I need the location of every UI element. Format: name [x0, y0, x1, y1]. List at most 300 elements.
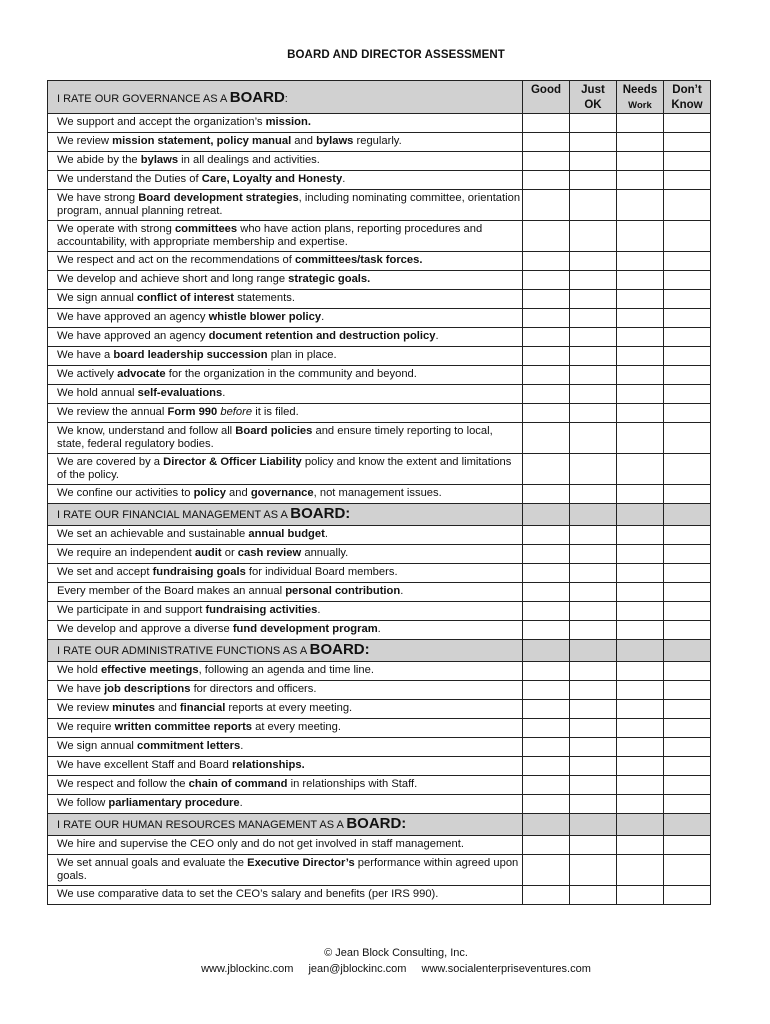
assessment-row	[48, 855, 711, 886]
rating-column-header	[663, 81, 710, 114]
statement-text: .	[321, 311, 325, 323]
rating-cell[interactable]	[570, 757, 617, 776]
rating-cell[interactable]	[523, 366, 570, 385]
rating-cell[interactable]	[663, 366, 710, 385]
rating-cell[interactable]	[570, 700, 617, 719]
assessment-row	[48, 836, 711, 855]
rating-cell[interactable]	[616, 423, 663, 454]
rating-cell[interactable]	[570, 190, 617, 221]
rating-cell[interactable]	[570, 564, 617, 583]
assessment-row	[48, 454, 711, 485]
rating-cell[interactable]	[523, 564, 570, 583]
assessment-row	[48, 662, 711, 681]
rating-cell[interactable]	[616, 404, 663, 423]
rating-cell[interactable]	[523, 662, 570, 681]
statement-text: .	[239, 797, 243, 809]
rating-cell[interactable]	[523, 114, 570, 133]
rating-cell[interactable]	[616, 385, 663, 404]
rating-cell[interactable]	[523, 621, 570, 640]
rating-column-header	[523, 81, 570, 114]
section-heading	[48, 814, 523, 836]
rating-cell[interactable]	[663, 347, 710, 366]
statement-emphasis: personal contribution	[285, 585, 401, 597]
statement-cell	[48, 757, 523, 776]
statement-text: We hold	[57, 664, 101, 676]
rating-cell[interactable]	[523, 133, 570, 152]
section-heading-cell	[523, 640, 570, 662]
rating-cell[interactable]	[523, 602, 570, 621]
rating-cell[interactable]	[570, 271, 617, 290]
rating-cell[interactable]	[663, 583, 710, 602]
rating-column-sublabel: Know	[671, 99, 703, 111]
statement-text: reports at every meeting.	[225, 702, 353, 714]
rating-cell[interactable]	[663, 545, 710, 564]
rating-cell[interactable]	[616, 152, 663, 171]
section-heading-cell	[663, 640, 710, 662]
rating-cell[interactable]	[663, 681, 710, 700]
assessment-row	[48, 795, 711, 814]
statement-cell	[48, 252, 523, 271]
rating-cell[interactable]	[570, 404, 617, 423]
assessment-row	[48, 423, 711, 454]
rating-cell[interactable]	[523, 385, 570, 404]
statement-text: We have approved an agency	[57, 311, 209, 323]
rating-cell[interactable]	[663, 404, 710, 423]
rating-cell[interactable]	[523, 271, 570, 290]
rating-cell[interactable]	[663, 423, 710, 454]
rating-cell[interactable]	[663, 454, 710, 485]
statement-text: and	[225, 487, 251, 499]
rating-cell[interactable]	[570, 795, 617, 814]
rating-cell[interactable]	[663, 886, 710, 905]
assessment-row	[48, 583, 711, 602]
statement-text: in relationships with Staff.	[287, 778, 418, 790]
rating-cell[interactable]	[523, 328, 570, 347]
statement-text: regularly.	[353, 135, 402, 147]
statement-text: before	[220, 406, 253, 418]
section-header-row	[48, 640, 711, 662]
footer-links	[0, 961, 770, 977]
rating-cell[interactable]	[523, 757, 570, 776]
statement-cell	[48, 564, 523, 583]
statement-cell	[48, 404, 523, 423]
statement-text: , following an agenda and time line.	[198, 664, 374, 676]
statement-emphasis: chain of command	[188, 778, 288, 790]
rating-cell[interactable]	[663, 526, 710, 545]
section-heading-suffix: :	[284, 92, 288, 105]
statement-text: .	[222, 387, 226, 399]
rating-cell[interactable]	[616, 564, 663, 583]
rating-cell[interactable]	[663, 133, 710, 152]
rating-cell[interactable]	[523, 485, 570, 504]
section-heading-prefix: I RATE OUR HUMAN RESOURCES MANAGEMENT AS A	[57, 819, 347, 831]
rating-cell[interactable]	[523, 583, 570, 602]
rating-cell[interactable]	[523, 171, 570, 190]
statement-cell	[48, 347, 523, 366]
statement-emphasis: fundraising goals	[152, 566, 246, 578]
rating-column-sublabel: Work	[628, 100, 652, 111]
rating-cell[interactable]	[523, 855, 570, 886]
statement-text: We have	[57, 683, 105, 695]
statement-cell	[48, 719, 523, 738]
rating-cell[interactable]	[616, 836, 663, 855]
rating-cell[interactable]	[570, 545, 617, 564]
statement-emphasis: cash review	[237, 547, 302, 559]
statement-cell	[48, 886, 523, 905]
rating-cell[interactable]	[570, 252, 617, 271]
website-link-secondary[interactable]: www.socialenterpriseventures.com	[421, 963, 591, 975]
rating-cell[interactable]	[616, 290, 663, 309]
rating-cell[interactable]	[663, 621, 710, 640]
rating-cell[interactable]	[570, 152, 617, 171]
rating-cell[interactable]	[570, 526, 617, 545]
assessment-row	[48, 621, 711, 640]
rating-cell[interactable]	[663, 738, 710, 757]
statement-cell	[48, 221, 523, 252]
rating-cell[interactable]	[616, 719, 663, 738]
rating-cell[interactable]	[663, 385, 710, 404]
rating-cell[interactable]	[616, 776, 663, 795]
rating-cell[interactable]	[523, 700, 570, 719]
section-heading-cell	[616, 640, 663, 662]
rating-cell[interactable]	[663, 564, 710, 583]
statement-cell	[48, 681, 523, 700]
statement-text: We have strong	[57, 192, 139, 204]
email-link[interactable]: jean@jblockinc.com	[308, 963, 407, 975]
section-heading	[48, 640, 523, 662]
rating-cell[interactable]	[570, 221, 617, 252]
rating-column-sublabel: OK	[584, 99, 602, 111]
statement-emphasis: minutes	[112, 702, 156, 714]
rating-cell[interactable]	[616, 855, 663, 886]
rating-cell[interactable]	[616, 700, 663, 719]
rating-cell[interactable]	[570, 423, 617, 454]
statement-text: We require an independent	[57, 547, 195, 559]
rating-cell[interactable]	[616, 190, 663, 221]
rating-column-label: Needs	[622, 84, 658, 96]
rating-cell[interactable]	[663, 855, 710, 886]
statement-text: for directors and officers.	[190, 683, 317, 695]
statement-text: for the organization in the community and beyond.	[165, 368, 417, 380]
rating-cell[interactable]	[570, 662, 617, 681]
rating-cell[interactable]	[663, 485, 710, 504]
statement-text: We participate in and support	[57, 604, 206, 616]
rating-cell[interactable]	[663, 776, 710, 795]
statement-text: We have approved an agency	[57, 330, 209, 342]
rating-cell[interactable]	[616, 252, 663, 271]
statement-text: We hire and supervise the CEO only and do not get involved in staff management.	[57, 838, 464, 850]
rating-cell[interactable]	[523, 526, 570, 545]
rating-cell[interactable]	[663, 602, 710, 621]
rating-cell[interactable]	[616, 545, 663, 564]
rating-cell[interactable]	[523, 719, 570, 738]
statement-cell	[48, 776, 523, 795]
statement-text: We set annual goals and evaluate the	[57, 857, 248, 869]
rating-cell[interactable]	[523, 221, 570, 252]
rating-cell[interactable]	[663, 309, 710, 328]
rating-cell[interactable]	[616, 328, 663, 347]
statement-text: We are covered by a	[57, 456, 164, 468]
rating-cell[interactable]	[616, 485, 663, 504]
statement-text: .	[377, 623, 381, 635]
section-heading-cell	[663, 814, 710, 836]
assessment-row	[48, 404, 711, 423]
rating-cell[interactable]	[523, 776, 570, 795]
rating-cell[interactable]	[523, 423, 570, 454]
statement-emphasis: parliamentary procedure	[108, 797, 240, 809]
rating-cell[interactable]	[663, 836, 710, 855]
rating-cell[interactable]	[663, 171, 710, 190]
statement-emphasis: audit	[194, 547, 222, 559]
statement-text: We set an achievable and sustainable	[57, 528, 249, 540]
assessment-row	[48, 114, 711, 133]
assessment-row	[48, 152, 711, 171]
rating-cell[interactable]	[663, 271, 710, 290]
assessment-row	[48, 366, 711, 385]
rating-cell[interactable]	[570, 886, 617, 905]
statement-cell	[48, 583, 523, 602]
section-header-row	[48, 504, 711, 526]
website-link[interactable]: www.jblockinc.com	[201, 963, 294, 975]
statement-emphasis: document retention and destruction policy	[208, 330, 436, 342]
statement-emphasis: fundraising activities	[205, 604, 318, 616]
rating-cell[interactable]	[616, 171, 663, 190]
rating-column-label: Don’t	[672, 84, 702, 96]
statement-text: We review	[57, 135, 113, 147]
rating-cell[interactable]	[570, 738, 617, 757]
rating-cell[interactable]	[616, 454, 663, 485]
statement-text: statements.	[234, 292, 295, 304]
section-heading-board: BOARD:	[346, 815, 407, 832]
assessment-table	[47, 80, 711, 905]
section-heading-board: BOARD:	[290, 505, 351, 522]
statement-text: We abide by the	[57, 154, 141, 166]
statement-text: , including nominating committee, orientation program, annual planning retreat.	[57, 192, 521, 217]
statement-emphasis: governance	[250, 487, 314, 499]
rating-cell[interactable]	[523, 681, 570, 700]
rating-cell[interactable]	[663, 190, 710, 221]
rating-cell[interactable]	[570, 385, 617, 404]
rating-cell[interactable]	[570, 621, 617, 640]
statement-emphasis: Board policies	[235, 425, 313, 437]
rating-cell[interactable]	[616, 526, 663, 545]
rating-cell[interactable]	[616, 795, 663, 814]
assessment-row	[48, 309, 711, 328]
statement-text: performance within agreed upon goals.	[57, 857, 519, 882]
statement-emphasis: committees	[174, 223, 238, 235]
rating-cell[interactable]	[570, 171, 617, 190]
statement-cell	[48, 290, 523, 309]
rating-cell[interactable]	[523, 836, 570, 855]
statement-text: We use comparative data to set the CEO’s salary and benefits (per IRS 990).	[57, 888, 439, 900]
rating-cell[interactable]	[616, 366, 663, 385]
statement-cell	[48, 621, 523, 640]
assessment-row	[48, 328, 711, 347]
section-header-row	[48, 81, 711, 114]
assessment-row	[48, 485, 711, 504]
assessment-row	[48, 776, 711, 795]
statement-text: .	[324, 528, 328, 540]
rating-cell[interactable]	[570, 719, 617, 738]
rating-cell[interactable]	[523, 252, 570, 271]
assessment-row	[48, 133, 711, 152]
statement-text: Every member of the Board makes an annual	[57, 585, 286, 597]
rating-cell[interactable]	[616, 662, 663, 681]
rating-cell[interactable]	[570, 133, 617, 152]
section-heading-board: BOARD:	[309, 641, 370, 658]
statement-cell	[48, 152, 523, 171]
statement-cell	[48, 309, 523, 328]
assessment-row	[48, 700, 711, 719]
statement-emphasis: advocate	[117, 368, 166, 380]
rating-cell[interactable]	[570, 114, 617, 133]
statement-emphasis: bylaws	[316, 135, 354, 147]
rating-cell[interactable]	[523, 290, 570, 309]
rating-cell[interactable]	[616, 757, 663, 776]
rating-column-label: Good	[530, 84, 562, 96]
rating-cell[interactable]	[616, 221, 663, 252]
rating-cell[interactable]	[616, 602, 663, 621]
statement-text: for individual Board members.	[245, 566, 398, 578]
statement-emphasis: whistle blower policy	[208, 311, 322, 323]
section-heading-prefix: I RATE OUR ADMINISTRATIVE FUNCTIONS AS A	[57, 645, 310, 657]
rating-cell[interactable]	[570, 681, 617, 700]
rating-cell[interactable]	[570, 855, 617, 886]
rating-cell[interactable]	[663, 221, 710, 252]
rating-column-header	[570, 81, 617, 114]
statement-text: and	[291, 135, 317, 147]
rating-cell[interactable]	[570, 328, 617, 347]
rating-cell[interactable]	[570, 602, 617, 621]
statement-cell	[48, 271, 523, 290]
statement-emphasis: Executive Director’s	[247, 857, 355, 869]
rating-cell[interactable]	[616, 681, 663, 700]
rating-cell[interactable]	[570, 347, 617, 366]
statement-emphasis: strategic goals.	[288, 273, 371, 285]
statement-emphasis: conflict of interest	[137, 292, 234, 304]
statement-emphasis: mission statement, policy manual	[112, 135, 292, 147]
rating-cell[interactable]	[570, 454, 617, 485]
assessment-row	[48, 602, 711, 621]
rating-cell[interactable]	[616, 114, 663, 133]
rating-cell[interactable]	[616, 309, 663, 328]
rating-cell[interactable]	[523, 738, 570, 757]
section-heading-cell	[523, 504, 570, 526]
statement-text: .	[400, 585, 404, 597]
rating-cell[interactable]	[663, 114, 710, 133]
rating-cell[interactable]	[663, 795, 710, 814]
assessment-row	[48, 252, 711, 271]
statement-text: annually.	[301, 547, 349, 559]
statement-text: .	[435, 330, 439, 342]
rating-cell[interactable]	[523, 190, 570, 221]
rating-column-header	[616, 81, 663, 114]
rating-cell[interactable]	[570, 366, 617, 385]
statement-text: at every meeting.	[252, 721, 341, 733]
rating-cell[interactable]	[523, 795, 570, 814]
statement-emphasis: fund development program	[232, 623, 378, 635]
rating-cell[interactable]	[616, 621, 663, 640]
statement-text: We require	[57, 721, 115, 733]
rating-cell[interactable]	[663, 328, 710, 347]
rating-cell[interactable]	[523, 152, 570, 171]
statement-emphasis: board leadership succession	[113, 349, 268, 361]
rating-cell[interactable]	[663, 757, 710, 776]
statement-emphasis: annual budget	[248, 528, 325, 540]
rating-cell[interactable]	[523, 309, 570, 328]
rating-cell[interactable]	[570, 836, 617, 855]
statement-cell	[48, 602, 523, 621]
rating-cell[interactable]	[663, 290, 710, 309]
rating-cell[interactable]	[570, 776, 617, 795]
statement-text: We follow	[57, 797, 109, 809]
rating-cell[interactable]	[570, 485, 617, 504]
statement-cell	[48, 485, 523, 504]
statement-text: and ensure timely reporting to local, state, federal regulatory bodies.	[57, 425, 493, 450]
rating-cell[interactable]	[616, 133, 663, 152]
assessment-row	[48, 190, 711, 221]
statement-emphasis: bylaws	[140, 154, 179, 166]
rating-cell[interactable]	[663, 719, 710, 738]
assessment-row	[48, 290, 711, 309]
rating-cell[interactable]	[570, 290, 617, 309]
rating-cell[interactable]	[570, 583, 617, 602]
section-heading	[48, 81, 523, 114]
section-header-row	[48, 814, 711, 836]
statement-cell	[48, 190, 523, 221]
statement-text: We operate with strong	[57, 223, 175, 235]
page-title: BOARD AND DIRECTOR ASSESSMENT	[287, 49, 505, 61]
statement-text: We understand the Duties of	[57, 173, 202, 185]
statement-cell	[48, 171, 523, 190]
statement-text: We develop and approve a diverse	[57, 623, 233, 635]
assessment-row	[48, 738, 711, 757]
statement-cell	[48, 114, 523, 133]
copyright-text: © Jean Block Consulting, Inc.	[324, 947, 468, 959]
statement-text: We hold annual	[57, 387, 138, 399]
rating-cell[interactable]	[616, 583, 663, 602]
rating-cell[interactable]	[616, 347, 663, 366]
rating-cell[interactable]	[523, 545, 570, 564]
assessment-row	[48, 757, 711, 776]
statement-emphasis: policy	[193, 487, 226, 499]
statement-cell	[48, 526, 523, 545]
statement-emphasis: effective meetings	[100, 664, 199, 676]
statement-emphasis: mission.	[265, 116, 311, 128]
rating-cell[interactable]	[523, 454, 570, 485]
statement-emphasis: job descriptions	[104, 683, 191, 695]
rating-cell[interactable]	[523, 347, 570, 366]
statement-emphasis: Form 990	[167, 406, 218, 418]
rating-cell[interactable]	[616, 738, 663, 757]
rating-cell[interactable]	[663, 662, 710, 681]
rating-cell[interactable]	[663, 252, 710, 271]
statement-text: We have excellent Staff and Board	[57, 759, 232, 771]
rating-cell[interactable]	[570, 309, 617, 328]
rating-cell[interactable]	[523, 886, 570, 905]
assessment-row	[48, 526, 711, 545]
statement-emphasis: Board development strategies	[138, 192, 299, 204]
section-heading-cell	[570, 640, 617, 662]
rating-cell[interactable]	[616, 886, 663, 905]
rating-cell[interactable]	[523, 404, 570, 423]
rating-cell[interactable]	[616, 271, 663, 290]
assessment-row	[48, 719, 711, 738]
statement-cell	[48, 795, 523, 814]
rating-cell[interactable]	[663, 152, 710, 171]
rating-cell[interactable]	[663, 700, 710, 719]
statement-cell	[48, 328, 523, 347]
